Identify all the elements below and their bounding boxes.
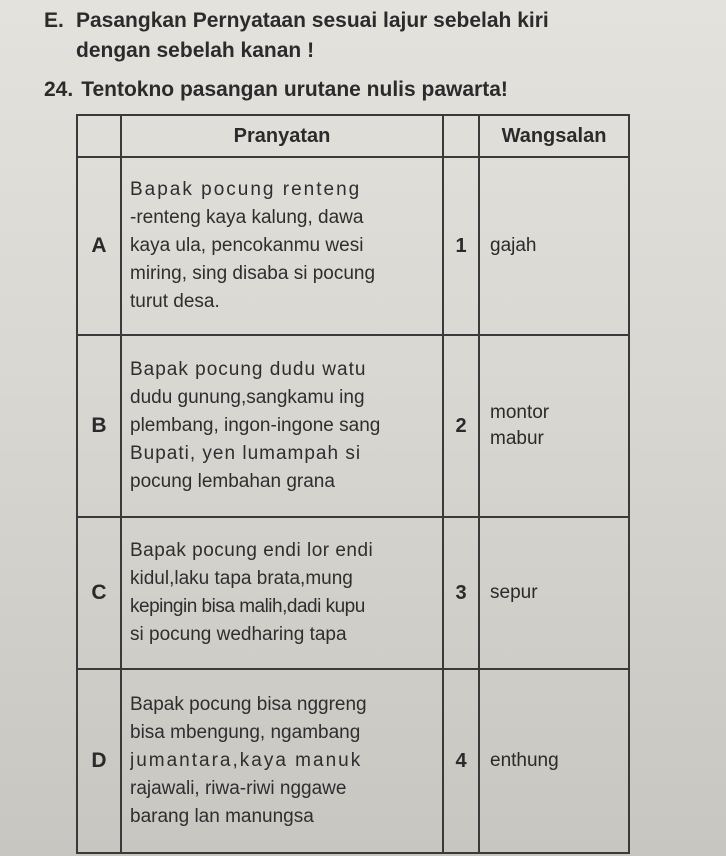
- row-statement: [121, 669, 443, 853]
- table-row: [77, 669, 629, 853]
- header-statement: Pranyatan: [121, 115, 443, 157]
- header-letter-cell: [77, 115, 121, 157]
- statement-line: pocung lembahan grana: [130, 471, 335, 492]
- statement-line: si pocung wedharing tapa: [130, 624, 347, 645]
- statement-line: turut desa.: [130, 291, 220, 312]
- statement-line: kepingin bisa malih,dadi kupu: [130, 596, 365, 617]
- row-letter: C: [77, 517, 121, 669]
- table-row: [77, 157, 629, 335]
- header-answer: Wangsalan: [479, 115, 629, 157]
- section-heading-line1: Pasangkan Pernyataan sesuai lajur sebelah kiri: [76, 9, 549, 32]
- row-statement: [121, 335, 443, 517]
- statement-line: Bupati, yen lumampah si: [130, 443, 362, 464]
- table-row: [77, 517, 629, 669]
- row-number: 1: [443, 157, 479, 335]
- question-text: Tentokno pasangan urutane nulis pawarta!: [81, 78, 508, 101]
- row-number: 2: [443, 335, 479, 517]
- statement-line: dudu gunung,sangkamu ing: [130, 387, 365, 408]
- answer-line: mabur: [490, 428, 544, 449]
- row-answer: [479, 669, 629, 853]
- statement-line: Bapak pocung renteng: [130, 179, 362, 200]
- statement-line: kaya ula, pencokanmu wesi: [130, 235, 364, 256]
- section-heading: [44, 6, 684, 66]
- statement-line: plembang, ingon-ingone sang: [130, 415, 381, 436]
- row-letter: D: [77, 669, 121, 853]
- row-answer: [479, 157, 629, 335]
- answer-line: gajah: [490, 235, 537, 256]
- answer-line: sepur: [490, 582, 538, 603]
- row-letter: A: [77, 157, 121, 335]
- answer-line: enthung: [490, 750, 559, 771]
- row-statement: [121, 517, 443, 669]
- statement-line: miring, sing disaba si pocung: [130, 263, 376, 284]
- statement-line: barang lan manungsa: [130, 806, 314, 827]
- section-heading-line2: dengan sebelah kanan !: [76, 39, 315, 62]
- statement-line: kidul,laku tapa brata,mung: [130, 568, 353, 589]
- statement-line: rajawali, riwa-riwi nggawe: [130, 778, 347, 799]
- question-number: 24.: [44, 78, 74, 101]
- table-header-row: [77, 115, 629, 157]
- matching-table: [76, 114, 630, 854]
- row-letter: B: [77, 335, 121, 517]
- row-answer: [479, 517, 629, 669]
- table-row: [77, 335, 629, 517]
- row-number: 3: [443, 517, 479, 669]
- header-number-cell: [443, 115, 479, 157]
- statement-line: -renteng kaya kalung, dawa: [130, 207, 364, 228]
- section-letter: E.: [44, 9, 64, 32]
- statement-line: bisa mbengung, ngambang: [130, 722, 361, 743]
- row-statement: [121, 157, 443, 335]
- statement-line: Bapak pocung endi lor endi: [130, 540, 374, 561]
- question-instruction: [44, 76, 508, 104]
- row-number: 4: [443, 669, 479, 853]
- answer-line: montor: [490, 402, 550, 423]
- row-answer: [479, 335, 629, 517]
- statement-line: jumantara,kaya manuk: [130, 750, 363, 771]
- statement-line: Bapak pocung dudu watu: [130, 359, 367, 380]
- statement-line: Bapak pocung bisa nggreng: [130, 694, 367, 715]
